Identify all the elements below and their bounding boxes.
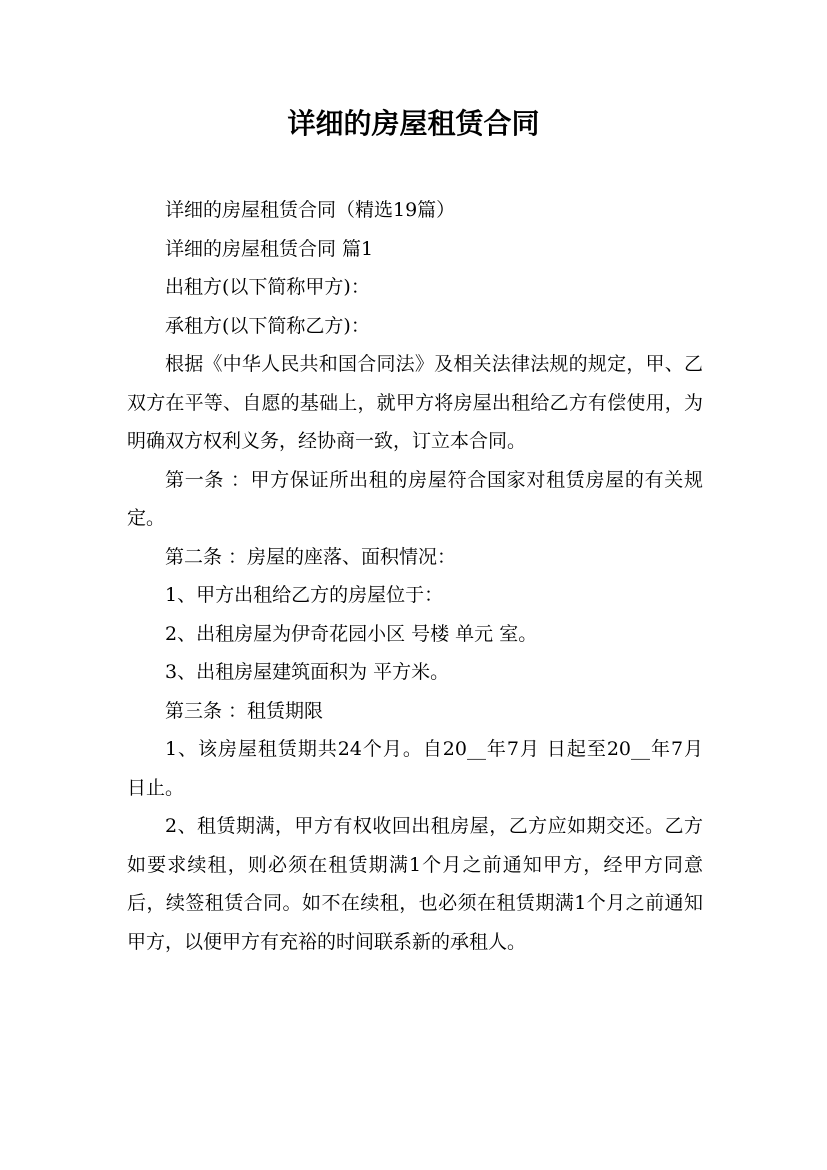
- article-2-item-3: 3、出租房屋建筑面积为 平方米。: [165, 661, 450, 683]
- lessor-line: 出租方(以下简称甲方)：: [165, 276, 370, 298]
- article-2-heading: 第二条 ：房屋的座落、面积情况：: [165, 545, 457, 568]
- article-3-item-2: 2、租赁期满，甲方有权收回出租房屋，乙方应如期交还。乙方如要求续租，则必须在租赁期满1个月之前通知甲方，经甲方同意后，续签租赁合同。如不在续租，也必须在租赁期满1个月之前通知甲方，以便甲方有充裕的时间联系新的承租人。: [127, 815, 703, 953]
- section-heading: 详细的房屋租赁合同 篇1: [165, 237, 374, 260]
- article-2-item-1: 1、甲方出租给乙方的房屋位于：: [165, 584, 444, 606]
- lessee-line: 承租方(以下简称乙方)：: [165, 314, 370, 337]
- article-3-item-1: 1、该房屋租赁期共24个月。自20__年7月 日起至20__年7月 日止。: [127, 738, 703, 799]
- document-body: [127, 191, 703, 961]
- article-1: 第一条 ：甲方保证所出租的房屋符合国家对租赁房屋的有关规定。: [127, 468, 703, 529]
- preamble-paragraph: 根据《中华人民共和国合同法》及相关法律法规的规定，甲、乙双方在平等、自愿的基础上，就甲方将房屋出租给乙方有偿使用，为明确双方权利义务，经协商一致，订立本合同。: [127, 353, 703, 452]
- document-title: 详细的房屋租赁合同: [287, 107, 540, 140]
- subtitle-line: 详细的房屋租赁合同（精选19篇）: [165, 199, 456, 221]
- article-3-heading: 第三条 ：租赁期限: [165, 699, 324, 722]
- article-2-item-2: 2、出租房屋为伊奇花园小区 号楼 单元 室。: [165, 622, 538, 645]
